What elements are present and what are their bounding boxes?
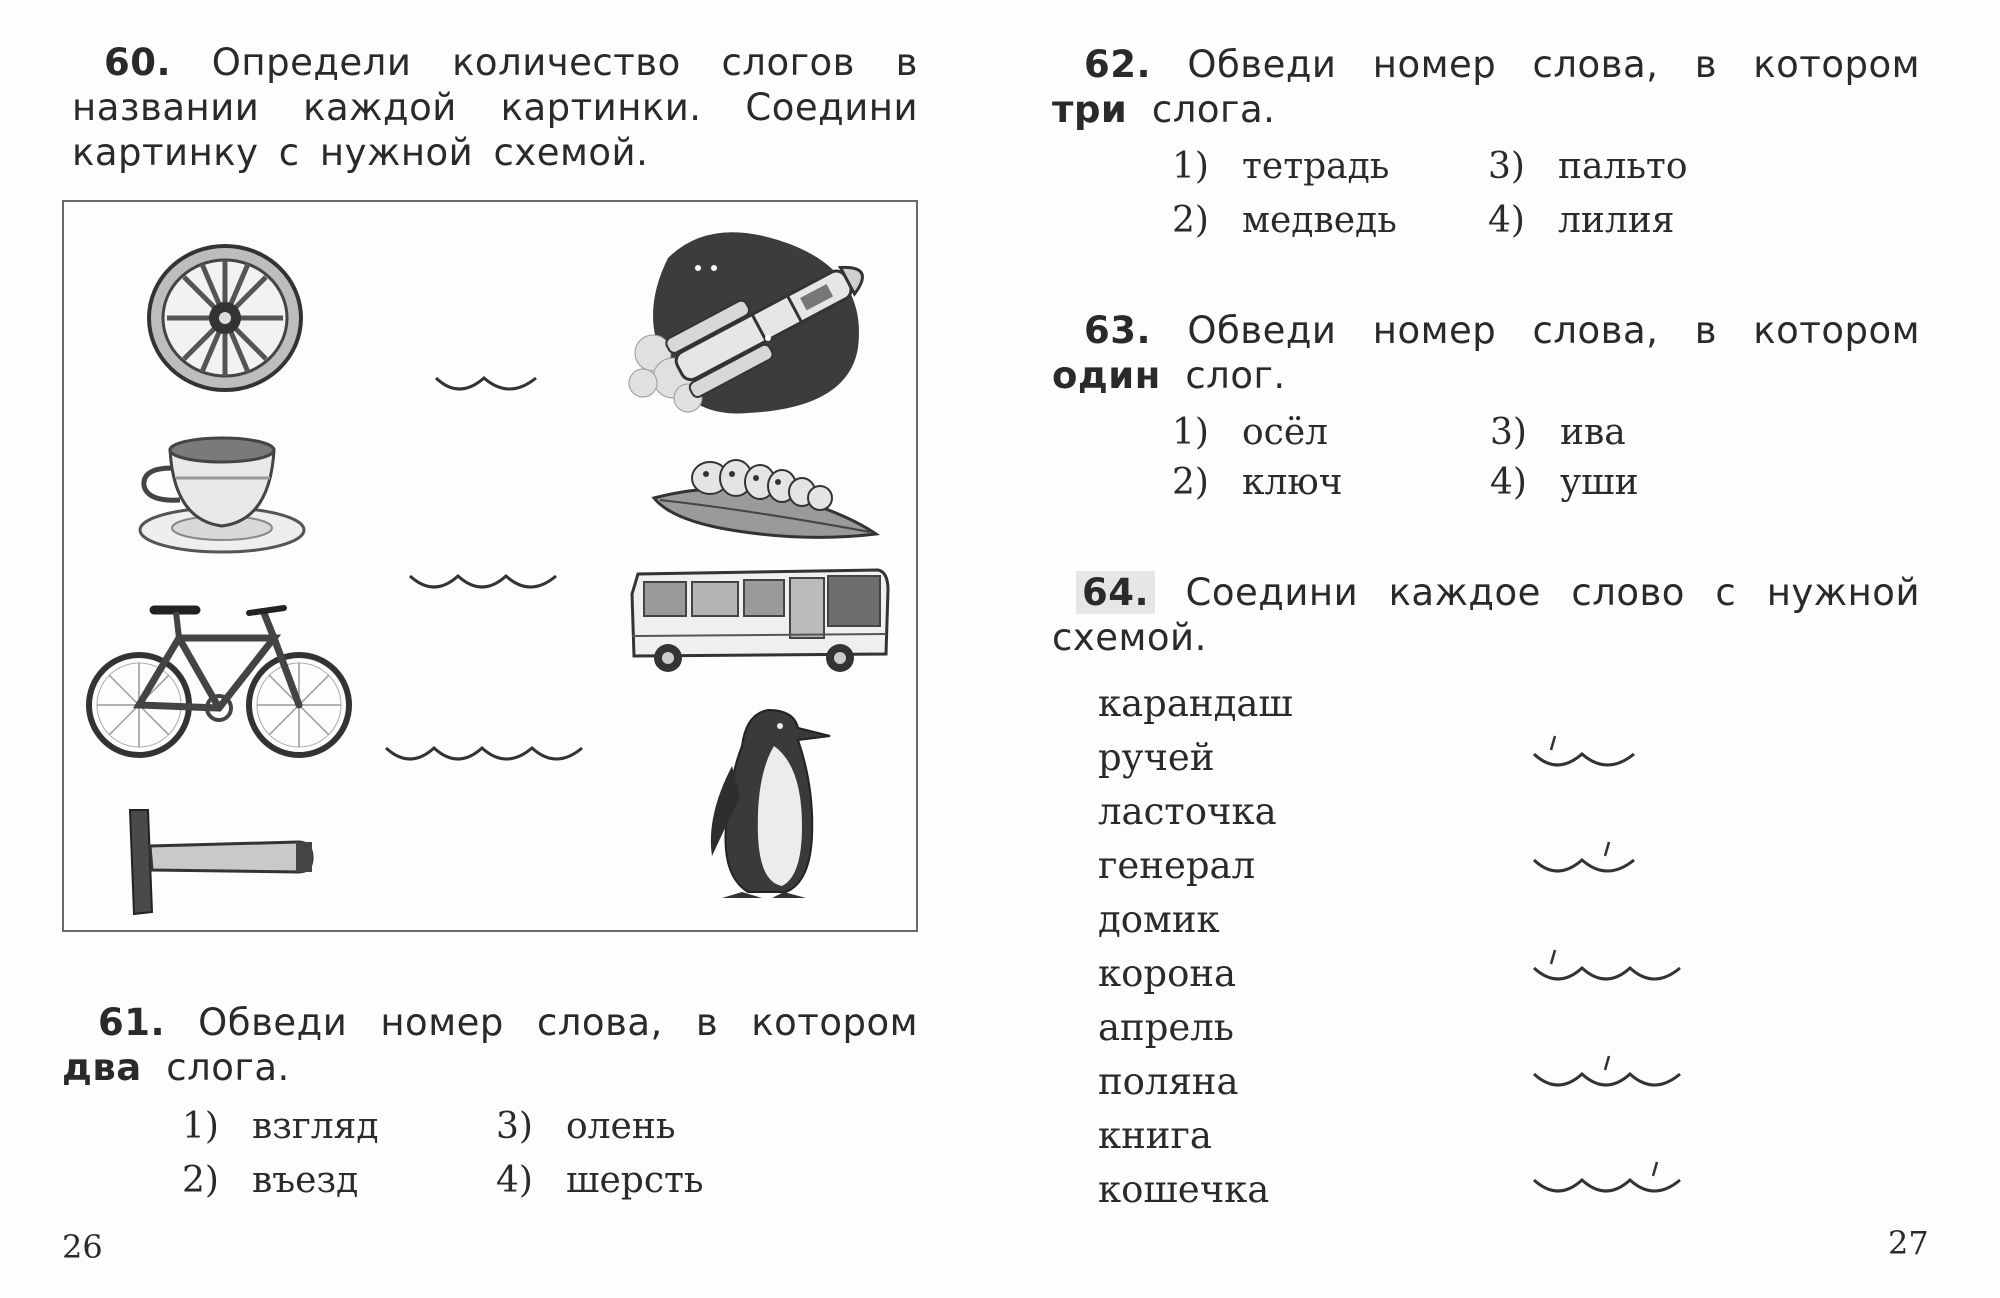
caterpillar-icon <box>650 448 880 548</box>
word-item[interactable]: кошечка <box>1098 1168 1270 1211</box>
option[interactable]: 2) въезд <box>182 1160 359 1201</box>
option[interactable]: 1) тетрадь <box>1172 146 1390 187</box>
word-item[interactable]: карандаш <box>1098 682 1293 725</box>
task-number: 62. <box>1084 43 1152 86</box>
task-60-line-1: 60. Определи количество слогов в <box>104 41 918 84</box>
word-item[interactable]: домик <box>1098 898 1220 941</box>
keyword: два <box>62 1046 142 1089</box>
cup-icon <box>130 428 310 558</box>
task-60-line-2: названии каждой картинки. Соедини <box>72 86 918 129</box>
scheme-2-stress-2[interactable] <box>1530 838 1640 882</box>
word-item[interactable]: ручей <box>1098 736 1215 779</box>
scheme-3-stress-3[interactable] <box>1530 1158 1690 1202</box>
task-61-line-2: два слога. <box>62 1046 290 1089</box>
page-number-left: 26 <box>62 1228 103 1266</box>
bicycle-icon <box>84 598 356 763</box>
task-60-line-3: картинку с нужной схемой. <box>72 131 649 174</box>
option[interactable]: 1) взгляд <box>182 1106 379 1147</box>
hammer-icon <box>118 808 318 918</box>
option[interactable]: 3) ива <box>1490 412 1626 453</box>
option[interactable]: 2) ключ <box>1172 462 1343 503</box>
task-62-line-1: 62. Обведи номер слова, в котором <box>1084 43 1921 86</box>
word-item[interactable]: генерал <box>1098 844 1256 887</box>
scheme-3-stress-2[interactable] <box>1530 1052 1690 1096</box>
task-62-line-2: три слога. <box>1052 88 1276 131</box>
task-64-line-1: 64. Соедини каждое слово с нужной <box>1052 570 1920 615</box>
task-62 <box>1052 42 1920 132</box>
keyword: один <box>1052 354 1161 397</box>
scheme-4-syllables <box>382 740 588 770</box>
word-item[interactable]: ласточка <box>1098 790 1277 833</box>
word-item[interactable]: книга <box>1098 1114 1212 1157</box>
rocket-icon <box>628 228 898 418</box>
option[interactable]: 3) олень <box>496 1106 676 1147</box>
option[interactable]: 4) лилия <box>1488 200 1675 241</box>
penguin-icon <box>702 706 832 900</box>
word-item[interactable]: корона <box>1098 952 1237 995</box>
task-61-line-1: 61. Обведи номер слова, в котором <box>98 1001 919 1044</box>
scheme-2-stress-1[interactable] <box>1530 732 1640 776</box>
task-64 <box>1052 570 1920 660</box>
page-number-right: 27 <box>1888 1224 1929 1262</box>
task-60 <box>72 40 918 175</box>
keyword: три <box>1052 88 1128 131</box>
option[interactable]: 1) осёл <box>1172 412 1329 453</box>
wheel-icon <box>140 238 310 398</box>
task-63 <box>1052 308 1920 398</box>
task-61 <box>62 1000 918 1090</box>
scheme-3-syllables <box>406 568 562 598</box>
option[interactable]: 4) уши <box>1490 462 1639 503</box>
option[interactable]: 2) медведь <box>1172 200 1397 241</box>
task-number: 61. <box>98 1001 166 1044</box>
task-number: 64. <box>1076 571 1155 614</box>
task-64-line-2: схемой. <box>1052 616 1207 659</box>
bus-icon <box>628 566 890 678</box>
task-number: 60. <box>104 41 172 84</box>
task-63-line-1: 63. Обведи номер слова, в котором <box>1084 309 1921 352</box>
task-number: 63. <box>1084 309 1152 352</box>
word-item[interactable]: поляна <box>1098 1060 1239 1103</box>
task-63-line-2: один слог. <box>1052 354 1286 397</box>
scheme-3-stress-1[interactable] <box>1530 946 1690 990</box>
option[interactable]: 4) шерсть <box>496 1160 704 1201</box>
word-item[interactable]: апрель <box>1098 1006 1234 1049</box>
option[interactable]: 3) пальто <box>1488 146 1688 187</box>
scheme-2-syllables <box>432 370 542 400</box>
